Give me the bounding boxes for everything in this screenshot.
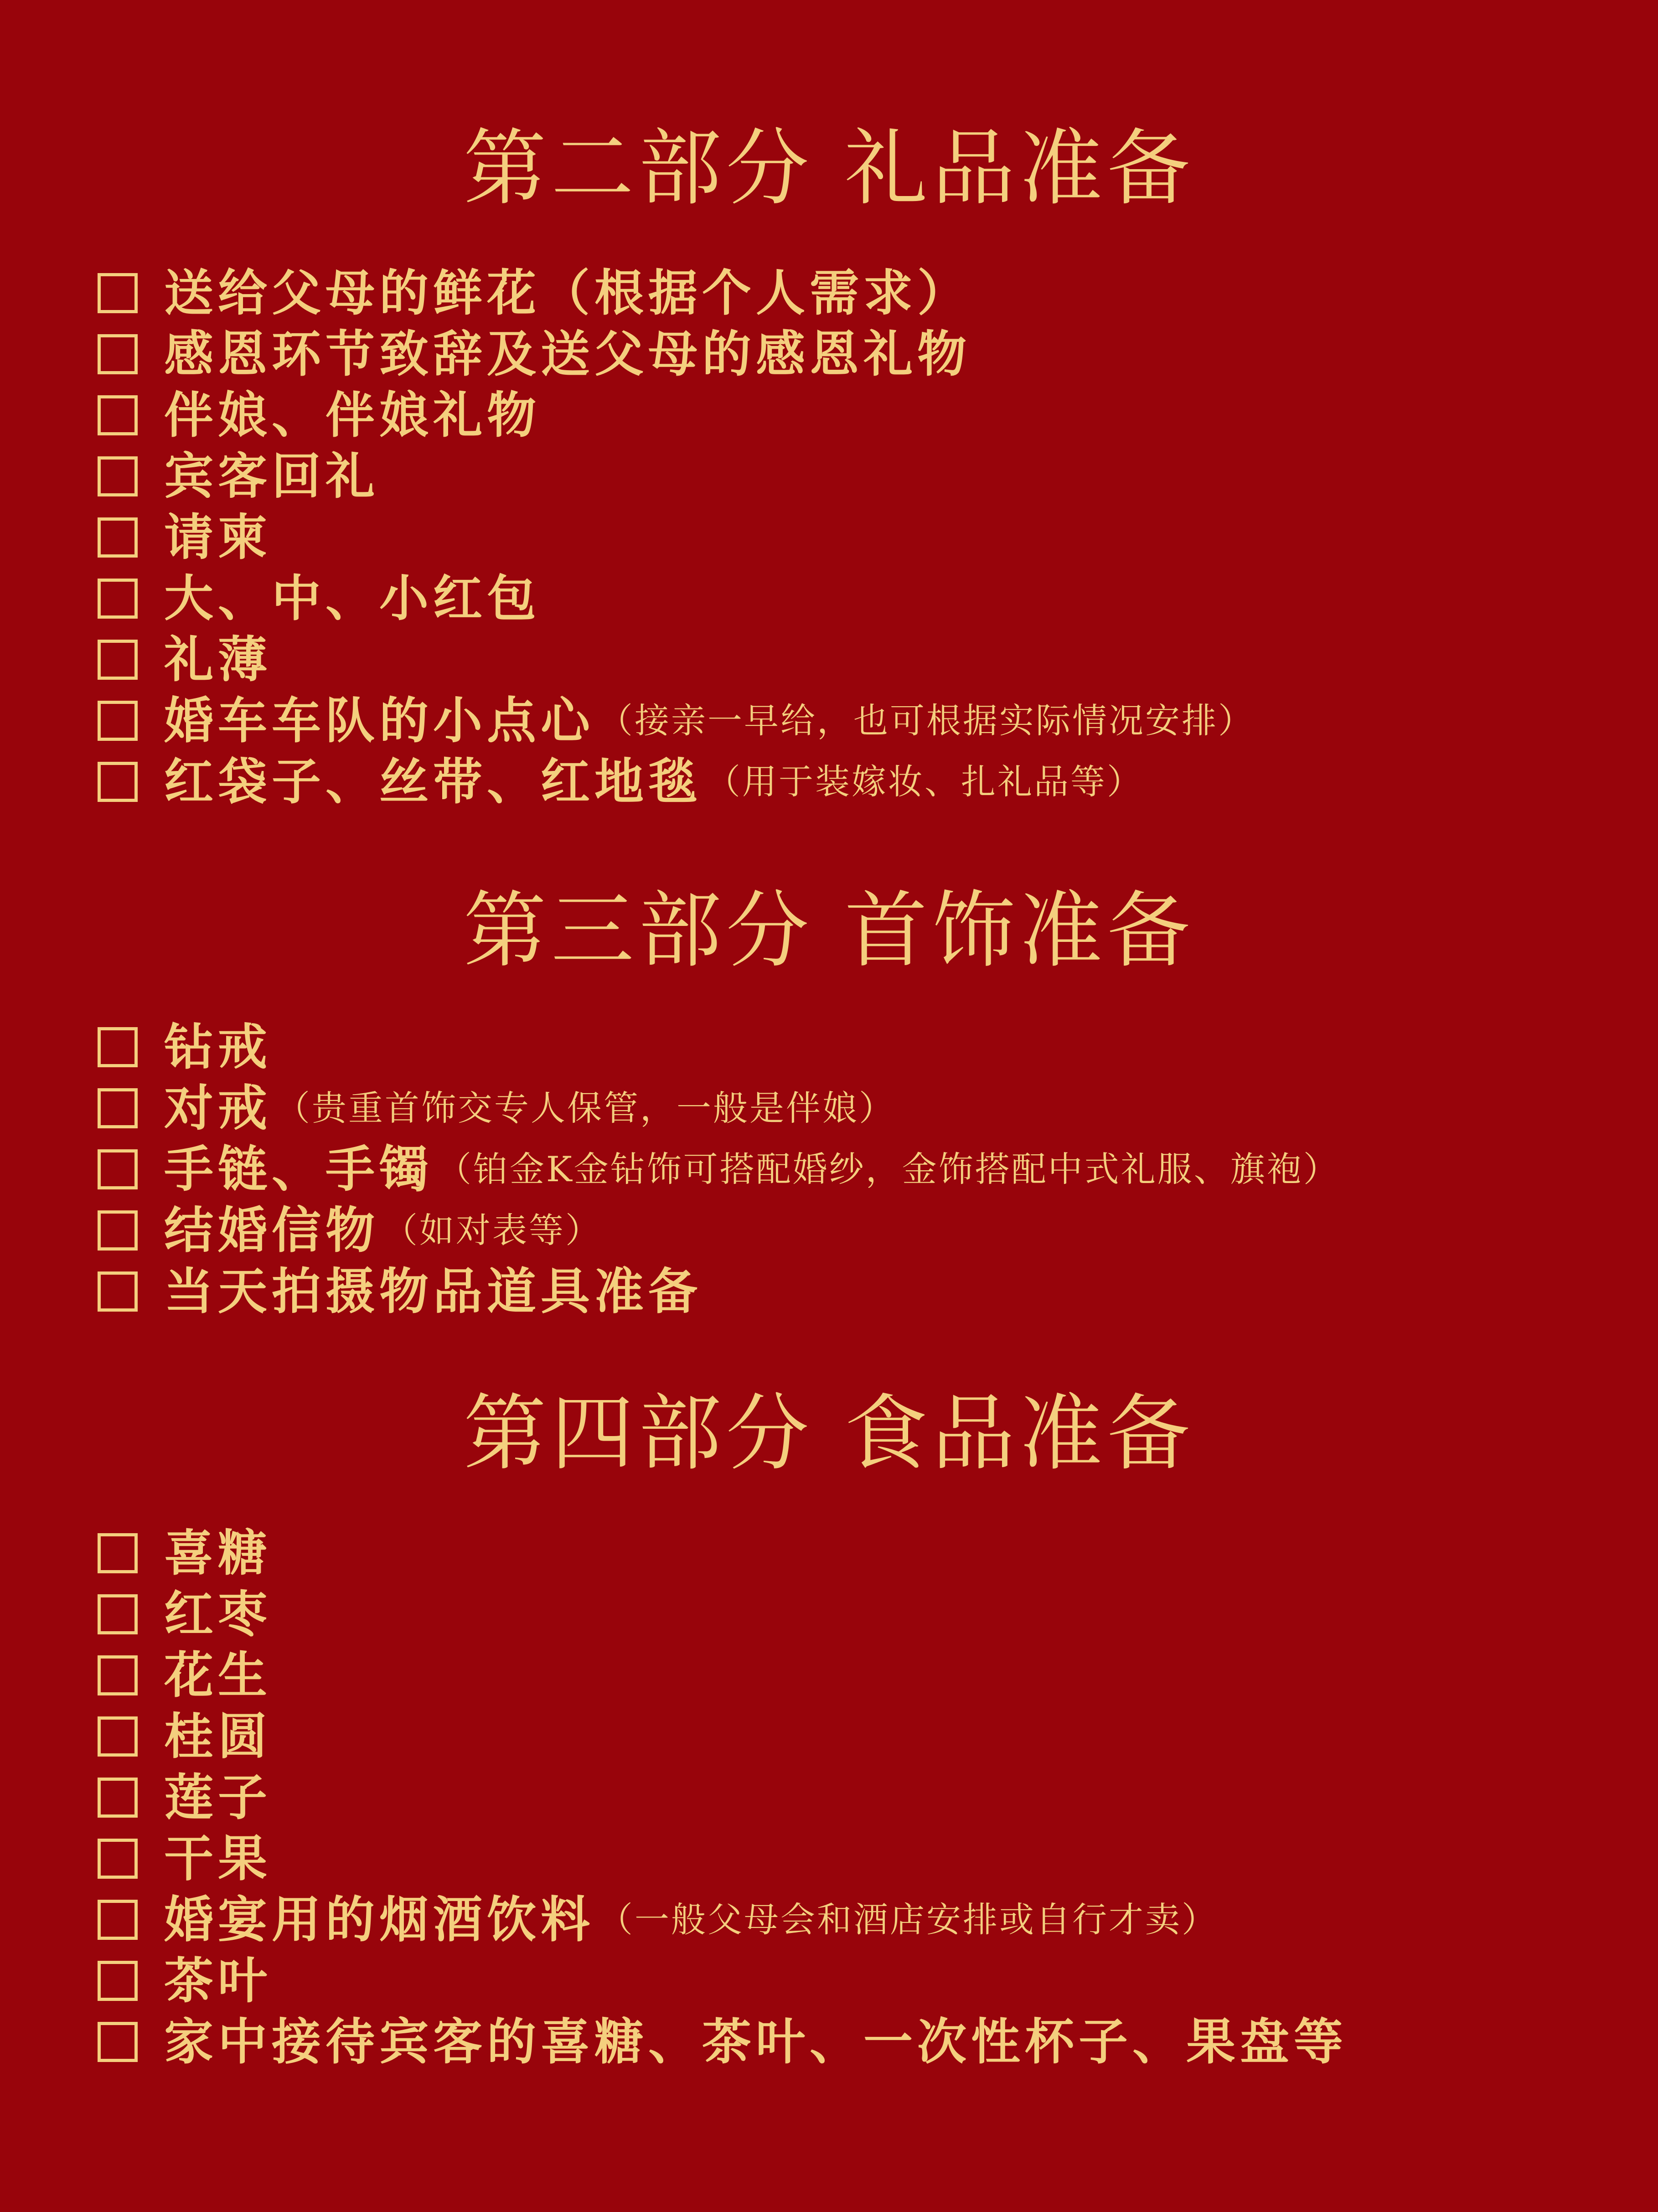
checklist-item bbox=[98, 507, 1625, 568]
checklist-item bbox=[98, 1584, 1625, 1645]
item-label: 桂圆 bbox=[164, 1708, 272, 1765]
checkbox[interactable] bbox=[98, 2022, 138, 2062]
checkbox[interactable] bbox=[98, 1839, 138, 1879]
section-jewelry bbox=[0, 882, 1658, 979]
checkbox[interactable] bbox=[98, 1655, 138, 1695]
checklist-item bbox=[98, 1767, 1625, 1828]
checklist-item bbox=[98, 1078, 1625, 1139]
section-title: 第三部分 首饰准备 bbox=[463, 882, 1195, 979]
checkbox[interactable] bbox=[98, 1210, 138, 1251]
item-label: 钻戒 bbox=[164, 1018, 272, 1076]
item-label: 喜糖 bbox=[164, 1525, 272, 1582]
item-label: 结婚信物 bbox=[164, 1202, 380, 1259]
section-food bbox=[0, 1385, 1658, 1482]
section-title: 第四部分 食品准备 bbox=[463, 1385, 1195, 1482]
checklist-item bbox=[98, 1889, 1625, 1950]
checklist-item bbox=[98, 1139, 1625, 1200]
checkbox[interactable] bbox=[98, 1961, 138, 2001]
item-label: 红枣 bbox=[164, 1586, 272, 1643]
checkbox[interactable] bbox=[98, 640, 138, 680]
checklist-food bbox=[98, 1523, 1625, 2072]
checkbox[interactable] bbox=[98, 1088, 138, 1128]
item-label: 家中接待宾客的喜糖、茶叶、一次性杯子、果盘等 bbox=[164, 2013, 1348, 2071]
item-label: 婚车车队的小点心 bbox=[164, 692, 595, 749]
checklist-item bbox=[98, 1017, 1625, 1078]
item-note: （接亲一早给，也可根据实际情况安排） bbox=[598, 700, 1255, 741]
checklist-item bbox=[98, 1261, 1625, 1322]
section-gifts bbox=[0, 120, 1658, 217]
item-label: 茶叶 bbox=[164, 1952, 272, 2010]
checklist-item bbox=[98, 690, 1625, 751]
checkbox[interactable] bbox=[98, 1027, 138, 1067]
checkbox[interactable] bbox=[98, 1778, 138, 1818]
item-label: 宾客回礼 bbox=[164, 448, 380, 505]
item-label: 干果 bbox=[164, 1830, 272, 1887]
checkbox[interactable] bbox=[98, 1271, 138, 1312]
checkbox[interactable] bbox=[98, 517, 138, 558]
checklist-item bbox=[98, 1828, 1625, 1889]
checklist-item bbox=[98, 751, 1625, 812]
checkbox[interactable] bbox=[98, 395, 138, 435]
item-label: 手链、手镯 bbox=[164, 1141, 434, 1198]
checklist-item bbox=[98, 385, 1625, 446]
item-note: （一般父母会和酒店安排或自行才卖） bbox=[598, 1899, 1219, 1940]
item-label: 莲子 bbox=[164, 1769, 272, 1826]
checklist-item bbox=[98, 1950, 1625, 2011]
item-label: 礼薄 bbox=[164, 631, 272, 688]
checkbox[interactable] bbox=[98, 1594, 138, 1634]
checklist-item bbox=[98, 629, 1625, 690]
checklist-item bbox=[98, 2011, 1625, 2072]
checklist-item bbox=[98, 1200, 1625, 1261]
checkbox[interactable] bbox=[98, 1533, 138, 1573]
checklist-jewelry bbox=[98, 1017, 1625, 1322]
checklist-gifts bbox=[98, 263, 1625, 812]
item-note: （如对表等） bbox=[383, 1210, 602, 1251]
checkbox[interactable] bbox=[98, 1716, 138, 1757]
item-label: 大、中、小红包 bbox=[164, 570, 541, 627]
item-note: （贵重首饰交专人保管，一般是伴娘） bbox=[275, 1088, 896, 1128]
checkbox[interactable] bbox=[98, 334, 138, 374]
item-label: 送给父母的鲜花（根据个人需求） bbox=[164, 264, 971, 322]
checklist-item bbox=[98, 568, 1625, 629]
checkbox[interactable] bbox=[98, 273, 138, 313]
checkbox[interactable] bbox=[98, 762, 138, 802]
checkbox[interactable] bbox=[98, 579, 138, 619]
checklist-item bbox=[98, 1706, 1625, 1767]
item-label: 请柬 bbox=[164, 509, 272, 566]
item-note: （用于装嫁妆、扎礼品等） bbox=[706, 761, 1144, 802]
item-label: 伴娘、伴娘礼物 bbox=[164, 387, 541, 444]
checklist-item bbox=[98, 263, 1625, 324]
item-label: 当天拍摄物品道具准备 bbox=[164, 1263, 702, 1320]
checkbox[interactable] bbox=[98, 1149, 138, 1189]
section-title: 第二部分 礼品准备 bbox=[463, 120, 1195, 217]
checklist-item bbox=[98, 1645, 1625, 1706]
item-label: 对戒 bbox=[164, 1080, 272, 1137]
checkbox[interactable] bbox=[98, 456, 138, 496]
item-label: 红袋子、丝带、红地毯 bbox=[164, 753, 702, 811]
item-label: 婚宴用的烟酒饮料 bbox=[164, 1891, 595, 1948]
item-label: 花生 bbox=[164, 1647, 272, 1704]
item-note: （铂金K金钻饰可搭配婚纱，金饰搭配中式礼服、旗袍） bbox=[437, 1149, 1340, 1189]
checkbox[interactable] bbox=[98, 701, 138, 741]
checklist-item bbox=[98, 446, 1625, 507]
checkbox[interactable] bbox=[98, 1900, 138, 1940]
checklist-item bbox=[98, 1523, 1625, 1584]
item-label: 感恩环节致辞及送父母的感恩礼物 bbox=[164, 326, 971, 383]
checklist-item bbox=[98, 324, 1625, 385]
